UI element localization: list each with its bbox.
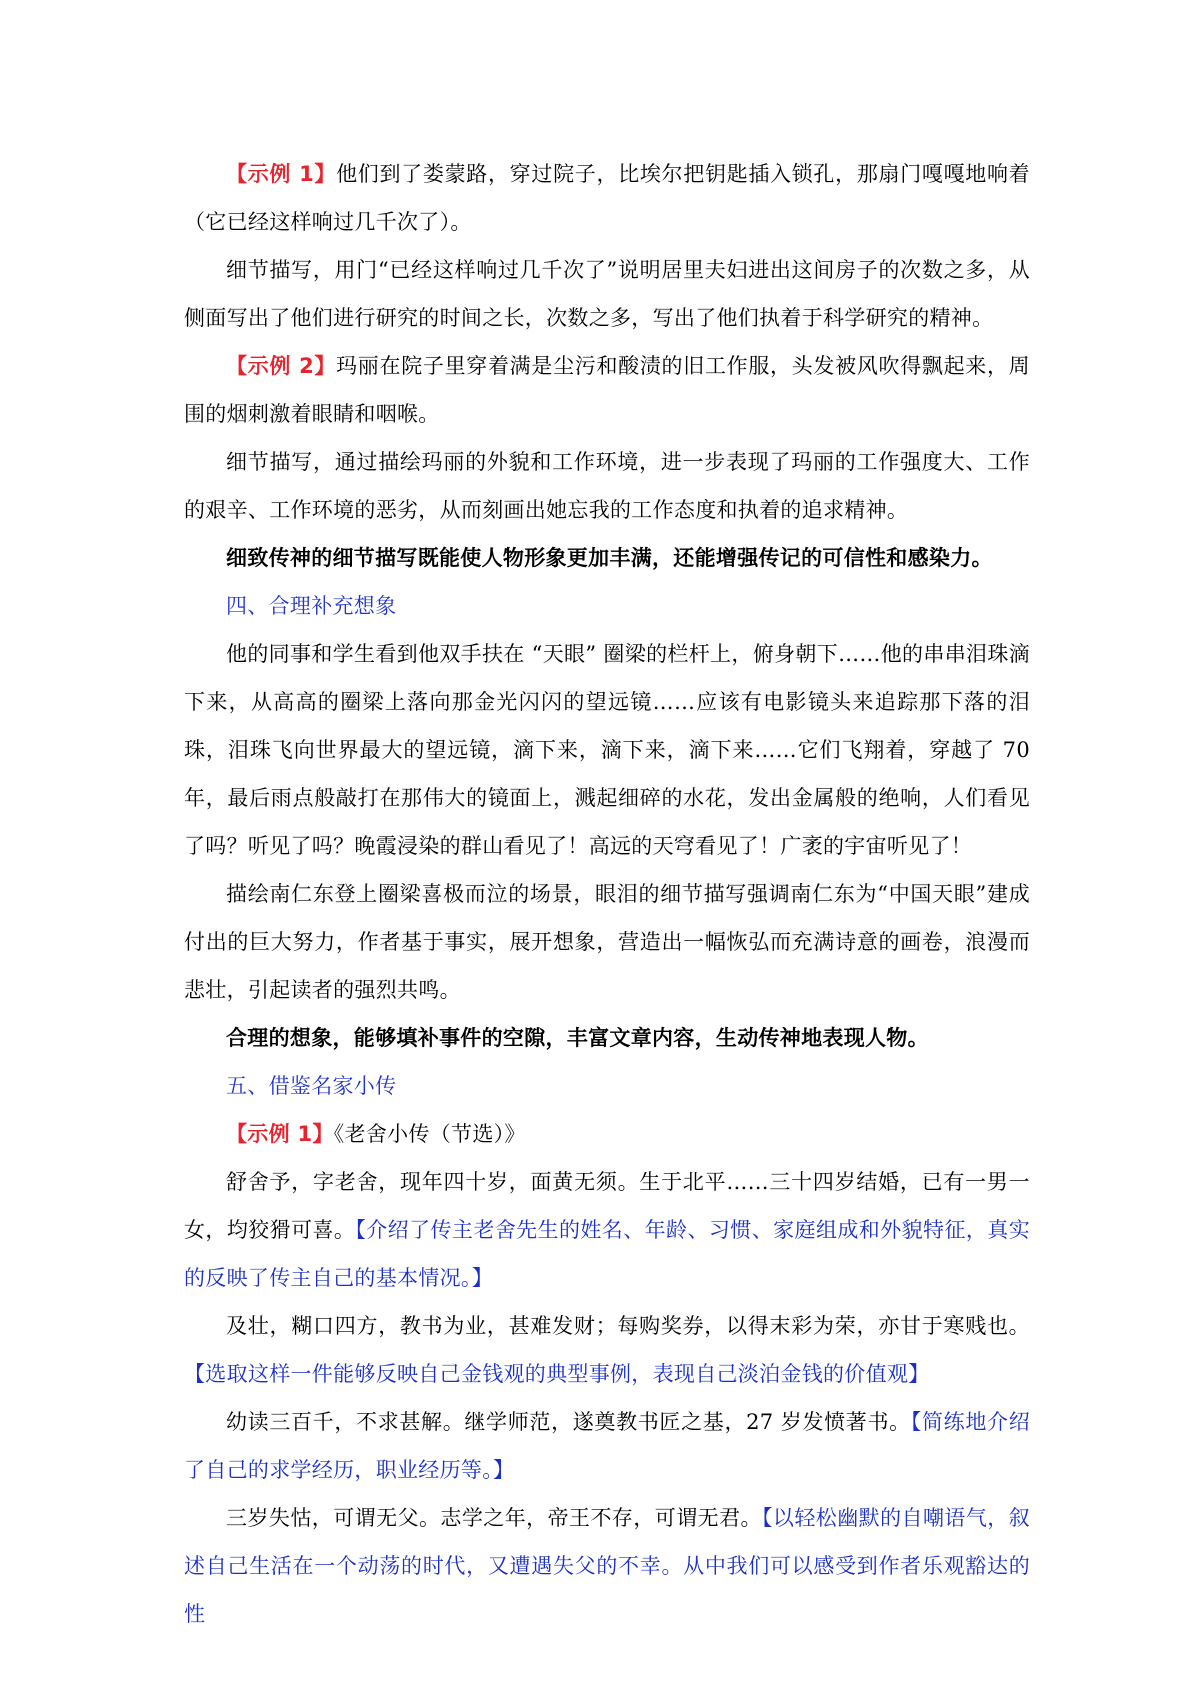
example-tag: 【示例 2】 — [226, 354, 337, 378]
laoshe-text: 幼读三百千，不求甚解。继学师范，遂奠教书匠之基，27 岁发愤著书。 — [226, 1410, 911, 1434]
example-1-comment: 细节描写，用门“已经这样响过几千次了”说明居里夫妇进出这间房子的次数之多，从侧面写出了他们进行研究的时间之长，次数之多，写出了他们执着于科学研究的精神。 — [184, 258, 1030, 330]
example-3-title-line — [184, 1110, 1030, 1158]
document-body — [184, 150, 1030, 1638]
laoshe-text: 舒舍予，字老舍，现年四十岁，面黄无须。生于北平……三十四岁结婚，已有一男一女，均狡猾可喜。 — [184, 1170, 1030, 1242]
imagination-summary: 合理的想象，能够填补事件的空隙，丰富文章内容，生动传神地表现人物。 — [226, 1026, 929, 1050]
example-text: 他们到了娄蒙路，穿过院子，比埃尔把钥匙插入锁孔，那扇门嘎嘎地响着（它已经这样响过几千次了）。 — [184, 162, 1030, 234]
laoshe-paragraph-3 — [184, 1398, 1030, 1494]
laoshe-paragraph-1 — [184, 1158, 1030, 1302]
imagination-excerpt: 他的同事和学生看到他双手扶在 “天眼” 圈梁的栏杆上，俯身朝下……他的串串泪珠滴下来，从高高的圈梁上落向那金光闪闪的望远镜……应该有电影镜头来追踪那下落的泪珠，泪珠飞向世界最大的望远镜，滴下来，滴下来，滴下来……它们飞翔着，穿越了 70 年，最后雨点般敲打在那伟大的镜面上，溅起细碎的水花，发出金属般的绝响，人们看见了吗？听见了吗？晚霞浸染的群山看见了！高远的天穹看见了！广袤的宇宙听见了！ — [184, 642, 1030, 858]
section-heading-5: 五、借鉴名家小传 — [226, 1074, 397, 1098]
excerpt-title: 《老舍小传（节选）》 — [333, 1122, 526, 1146]
annotation-note: 【选取这样一件能够反映自己金钱观的典型事例，表现自己淡泊金钱的价值观】 — [184, 1362, 930, 1386]
example-2-paragraph — [184, 342, 1030, 438]
detail-summary: 细致传神的细节描写既能使人物形象更加丰满，还能增强传记的可信性和感染力。 — [226, 546, 993, 570]
laoshe-text: 三岁失怙，可谓无父。志学之年，帝王不存，可谓无君。 — [226, 1506, 762, 1530]
example-tag: 【示例 1】 — [226, 162, 337, 186]
section-heading-4: 四、合理补充想象 — [226, 594, 397, 618]
laoshe-text: 及壮，糊口四方，教书为业，甚难发财；每购奖券，以得末彩为荣，亦甘于寒贱也。 — [226, 1314, 1030, 1338]
example-2-comment: 细节描写，通过描绘玛丽的外貌和工作环境，进一步表现了玛丽的工作强度大、工作的艰辛、工作环境的恶劣，从而刻画出她忘我的工作态度和执着的追求精神。 — [184, 450, 1030, 522]
example-text: 玛丽在院子里穿着满是尘污和酸渍的旧工作服，头发被风吹得飘起来，周围的烟刺激着眼睛和咽喉。 — [184, 354, 1030, 426]
imagination-comment: 描绘南仁东登上圈梁喜极而泣的场景，眼泪的细节描写强调南仁东为“中国天眼”建成付出的巨大努力，作者基于事实，展开想象，营造出一幅恢弘而充满诗意的画卷，浪漫而悲壮，引起读者的强烈共鸣。 — [184, 882, 1030, 1002]
example-tag: 【示例 1】 — [226, 1122, 334, 1146]
annotation-note: 【介绍了传主老舍先生的姓名、年龄、习惯、家庭组成和外貌特征，真实的反映了传主自己的基本情况。】 — [184, 1218, 1030, 1290]
example-1-paragraph — [184, 150, 1030, 246]
laoshe-paragraph-2 — [184, 1302, 1030, 1398]
annotation-note: 【简练地介绍了自己的求学经历，职业经历等。】 — [184, 1410, 1030, 1482]
laoshe-paragraph-4 — [184, 1494, 1030, 1638]
annotation-note: 【以轻松幽默的自嘲语气，叙述自己生活在一个动荡的时代，又遭遇失父的不幸。从中我们可以感受到作者乐观豁达的性 — [184, 1506, 1031, 1626]
